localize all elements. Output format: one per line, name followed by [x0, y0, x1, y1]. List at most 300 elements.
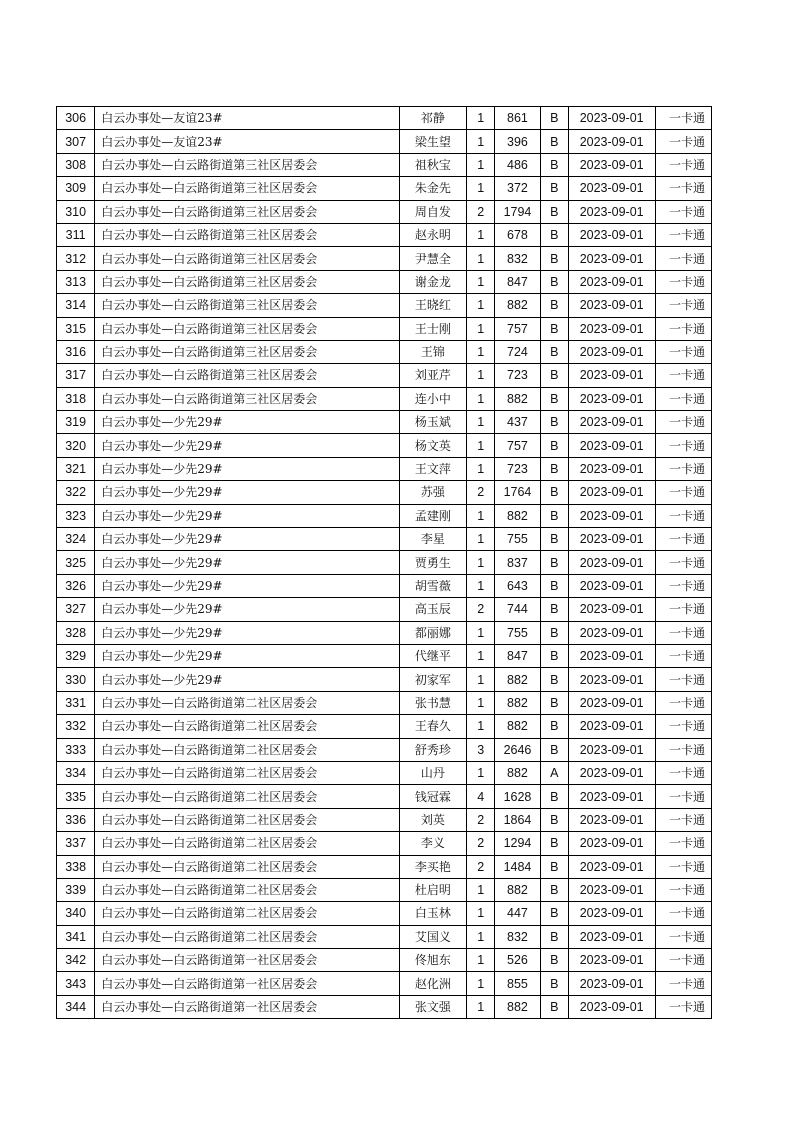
household-count-cell: 1 — [467, 457, 495, 480]
name-cell: 李星 — [399, 528, 467, 551]
row-number-cell: 332 — [57, 715, 95, 738]
organization-cell: 白云办事处—白云路街道第三社区居委会 — [95, 223, 399, 246]
row-number-cell: 325 — [57, 551, 95, 574]
amount-cell: 882 — [495, 387, 540, 410]
name-cell: 李义 — [399, 832, 467, 855]
household-count-cell: 1 — [467, 364, 495, 387]
table-row — [57, 808, 712, 831]
payment-method-cell: 一卡通 — [655, 364, 712, 387]
name-cell: 尹慧全 — [399, 247, 467, 270]
amount-cell: 1864 — [495, 808, 540, 831]
category-cell: B — [540, 504, 568, 527]
organization-cell: 白云办事处—白云路街道第二社区居委会 — [95, 715, 399, 738]
amount-cell: 847 — [495, 644, 540, 667]
amount-cell: 437 — [495, 411, 540, 434]
row-number-cell: 311 — [57, 223, 95, 246]
payment-method-cell: 一卡通 — [655, 387, 712, 410]
name-cell: 张文强 — [399, 995, 467, 1018]
date-cell: 2023-09-01 — [568, 364, 655, 387]
organization-cell: 白云办事处—白云路街道第二社区居委会 — [95, 832, 399, 855]
category-cell: B — [540, 574, 568, 597]
table-row — [57, 504, 712, 527]
table-row — [57, 200, 712, 223]
organization-cell: 白云办事处—白云路街道第三社区居委会 — [95, 340, 399, 363]
name-cell: 钱冠霖 — [399, 785, 467, 808]
row-number-cell: 337 — [57, 832, 95, 855]
amount-cell: 855 — [495, 972, 540, 995]
table-row — [57, 107, 712, 130]
payment-method-cell: 一卡通 — [655, 200, 712, 223]
household-count-cell: 2 — [467, 200, 495, 223]
household-count-cell: 2 — [467, 481, 495, 504]
amount-cell: 847 — [495, 270, 540, 293]
household-count-cell: 1 — [467, 691, 495, 714]
name-cell: 都丽娜 — [399, 621, 467, 644]
payment-method-cell: 一卡通 — [655, 644, 712, 667]
name-cell: 王晓红 — [399, 294, 467, 317]
organization-cell: 白云办事处—白云路街道第一社区居委会 — [95, 949, 399, 972]
row-number-cell: 314 — [57, 294, 95, 317]
organization-cell: 白云办事处—少先29# — [95, 574, 399, 597]
organization-cell: 白云办事处—白云路街道第二社区居委会 — [95, 738, 399, 761]
category-cell: B — [540, 481, 568, 504]
payment-method-cell: 一卡通 — [655, 223, 712, 246]
date-cell: 2023-09-01 — [568, 130, 655, 153]
name-cell: 连小中 — [399, 387, 467, 410]
table-row — [57, 949, 712, 972]
row-number-cell: 308 — [57, 153, 95, 176]
category-cell: B — [540, 551, 568, 574]
name-cell: 苏强 — [399, 481, 467, 504]
organization-cell: 白云办事处—白云路街道第二社区居委会 — [95, 785, 399, 808]
row-number-cell: 324 — [57, 528, 95, 551]
organization-cell: 白云办事处—白云路街道第三社区居委会 — [95, 247, 399, 270]
organization-cell: 白云办事处—少先29# — [95, 598, 399, 621]
household-count-cell: 1 — [467, 621, 495, 644]
household-count-cell: 1 — [467, 340, 495, 363]
name-cell: 初家军 — [399, 668, 467, 691]
row-number-cell: 330 — [57, 668, 95, 691]
category-cell: B — [540, 387, 568, 410]
date-cell: 2023-09-01 — [568, 340, 655, 363]
amount-cell: 643 — [495, 574, 540, 597]
table-row — [57, 364, 712, 387]
name-cell: 王锦 — [399, 340, 467, 363]
payment-method-cell: 一卡通 — [655, 153, 712, 176]
category-cell: B — [540, 785, 568, 808]
payment-method-cell: 一卡通 — [655, 177, 712, 200]
organization-cell: 白云办事处—少先29# — [95, 644, 399, 667]
payment-method-cell: 一卡通 — [655, 715, 712, 738]
date-cell: 2023-09-01 — [568, 738, 655, 761]
household-count-cell: 1 — [467, 317, 495, 340]
category-cell: B — [540, 411, 568, 434]
row-number-cell: 313 — [57, 270, 95, 293]
name-cell: 张书慧 — [399, 691, 467, 714]
name-cell: 杨文英 — [399, 434, 467, 457]
name-cell: 贾勇生 — [399, 551, 467, 574]
table-row — [57, 481, 712, 504]
payment-method-cell: 一卡通 — [655, 691, 712, 714]
table-row — [57, 270, 712, 293]
name-cell: 王春久 — [399, 715, 467, 738]
payment-method-cell: 一卡通 — [655, 457, 712, 480]
household-count-cell: 1 — [467, 247, 495, 270]
amount-cell: 2646 — [495, 738, 540, 761]
name-cell: 白玉林 — [399, 902, 467, 925]
household-count-cell: 1 — [467, 130, 495, 153]
row-number-cell: 328 — [57, 621, 95, 644]
category-cell: B — [540, 738, 568, 761]
payment-method-cell: 一卡通 — [655, 481, 712, 504]
organization-cell: 白云办事处—少先29# — [95, 457, 399, 480]
organization-cell: 白云办事处—少先29# — [95, 551, 399, 574]
amount-cell: 837 — [495, 551, 540, 574]
date-cell: 2023-09-01 — [568, 785, 655, 808]
name-cell: 朱金先 — [399, 177, 467, 200]
row-number-cell: 315 — [57, 317, 95, 340]
name-cell: 孟建刚 — [399, 504, 467, 527]
organization-cell: 白云办事处—少先29# — [95, 434, 399, 457]
name-cell: 高玉辰 — [399, 598, 467, 621]
table-row — [57, 995, 712, 1018]
household-count-cell: 1 — [467, 715, 495, 738]
date-cell: 2023-09-01 — [568, 411, 655, 434]
table-row — [57, 902, 712, 925]
category-cell: A — [540, 761, 568, 784]
household-count-cell: 3 — [467, 738, 495, 761]
name-cell: 佟旭东 — [399, 949, 467, 972]
amount-cell: 882 — [495, 761, 540, 784]
recipient-table — [56, 106, 712, 1019]
amount-cell: 723 — [495, 364, 540, 387]
amount-cell: 832 — [495, 247, 540, 270]
table-row — [57, 738, 712, 761]
table-row — [57, 832, 712, 855]
table-row — [57, 457, 712, 480]
category-cell: B — [540, 247, 568, 270]
date-cell: 2023-09-01 — [568, 528, 655, 551]
table-row — [57, 574, 712, 597]
household-count-cell: 1 — [467, 574, 495, 597]
date-cell: 2023-09-01 — [568, 598, 655, 621]
organization-cell: 白云办事处—少先29# — [95, 411, 399, 434]
household-count-cell: 1 — [467, 644, 495, 667]
row-number-cell: 310 — [57, 200, 95, 223]
payment-method-cell: 一卡通 — [655, 761, 712, 784]
household-count-cell: 1 — [467, 223, 495, 246]
table-row — [57, 691, 712, 714]
household-count-cell: 1 — [467, 902, 495, 925]
organization-cell: 白云办事处—白云路街道第三社区居委会 — [95, 153, 399, 176]
row-number-cell: 338 — [57, 855, 95, 878]
category-cell: B — [540, 457, 568, 480]
row-number-cell: 334 — [57, 761, 95, 784]
payment-method-cell: 一卡通 — [655, 107, 712, 130]
amount-cell: 757 — [495, 317, 540, 340]
name-cell: 谢金龙 — [399, 270, 467, 293]
payment-method-cell: 一卡通 — [655, 317, 712, 340]
organization-cell: 白云办事处—少先29# — [95, 504, 399, 527]
amount-cell: 1794 — [495, 200, 540, 223]
date-cell: 2023-09-01 — [568, 270, 655, 293]
category-cell: B — [540, 294, 568, 317]
organization-cell: 白云办事处—白云路街道第二社区居委会 — [95, 808, 399, 831]
payment-method-cell: 一卡通 — [655, 785, 712, 808]
household-count-cell: 1 — [467, 972, 495, 995]
row-number-cell: 326 — [57, 574, 95, 597]
category-cell: B — [540, 644, 568, 667]
household-count-cell: 2 — [467, 808, 495, 831]
table-row — [57, 153, 712, 176]
payment-method-cell: 一卡通 — [655, 738, 712, 761]
category-cell: B — [540, 598, 568, 621]
row-number-cell: 307 — [57, 130, 95, 153]
category-cell: B — [540, 364, 568, 387]
date-cell: 2023-09-01 — [568, 715, 655, 738]
household-count-cell: 1 — [467, 551, 495, 574]
organization-cell: 白云办事处—白云路街道第三社区居委会 — [95, 364, 399, 387]
name-cell: 祁静 — [399, 107, 467, 130]
date-cell: 2023-09-01 — [568, 761, 655, 784]
date-cell: 2023-09-01 — [568, 177, 655, 200]
organization-cell: 白云办事处—白云路街道第二社区居委会 — [95, 855, 399, 878]
organization-cell: 白云办事处—白云路街道第一社区居委会 — [95, 995, 399, 1018]
category-cell: B — [540, 130, 568, 153]
category-cell: B — [540, 925, 568, 948]
date-cell: 2023-09-01 — [568, 878, 655, 901]
date-cell: 2023-09-01 — [568, 902, 655, 925]
date-cell: 2023-09-01 — [568, 153, 655, 176]
table-row — [57, 644, 712, 667]
payment-method-cell: 一卡通 — [655, 294, 712, 317]
table-row — [57, 785, 712, 808]
row-number-cell: 331 — [57, 691, 95, 714]
payment-method-cell: 一卡通 — [655, 598, 712, 621]
amount-cell: 832 — [495, 925, 540, 948]
row-number-cell: 344 — [57, 995, 95, 1018]
payment-method-cell: 一卡通 — [655, 832, 712, 855]
amount-cell: 724 — [495, 340, 540, 363]
category-cell: B — [540, 878, 568, 901]
table-row — [57, 294, 712, 317]
household-count-cell: 1 — [467, 294, 495, 317]
table-row — [57, 855, 712, 878]
household-count-cell: 1 — [467, 153, 495, 176]
payment-method-cell: 一卡通 — [655, 995, 712, 1018]
payment-method-cell: 一卡通 — [655, 574, 712, 597]
organization-cell: 白云办事处—少先29# — [95, 621, 399, 644]
name-cell: 舒秀珍 — [399, 738, 467, 761]
organization-cell: 白云办事处—白云路街道第三社区居委会 — [95, 200, 399, 223]
name-cell: 代继平 — [399, 644, 467, 667]
row-number-cell: 341 — [57, 925, 95, 948]
organization-cell: 白云办事处—少先29# — [95, 528, 399, 551]
date-cell: 2023-09-01 — [568, 855, 655, 878]
payment-method-cell: 一卡通 — [655, 504, 712, 527]
category-cell: B — [540, 317, 568, 340]
payment-method-cell: 一卡通 — [655, 340, 712, 363]
row-number-cell: 323 — [57, 504, 95, 527]
table-row — [57, 668, 712, 691]
name-cell: 赵化洲 — [399, 972, 467, 995]
date-cell: 2023-09-01 — [568, 668, 655, 691]
amount-cell: 882 — [495, 995, 540, 1018]
date-cell: 2023-09-01 — [568, 949, 655, 972]
organization-cell: 白云办事处—白云路街道第三社区居委会 — [95, 177, 399, 200]
row-number-cell: 318 — [57, 387, 95, 410]
row-number-cell: 327 — [57, 598, 95, 621]
date-cell: 2023-09-01 — [568, 574, 655, 597]
organization-cell: 白云办事处—白云路街道第二社区居委会 — [95, 925, 399, 948]
amount-cell: 396 — [495, 130, 540, 153]
amount-cell: 882 — [495, 668, 540, 691]
payment-method-cell: 一卡通 — [655, 855, 712, 878]
payment-method-cell: 一卡通 — [655, 621, 712, 644]
payment-method-cell: 一卡通 — [655, 808, 712, 831]
date-cell: 2023-09-01 — [568, 200, 655, 223]
category-cell: B — [540, 621, 568, 644]
row-number-cell: 321 — [57, 457, 95, 480]
date-cell: 2023-09-01 — [568, 247, 655, 270]
date-cell: 2023-09-01 — [568, 808, 655, 831]
payment-method-cell: 一卡通 — [655, 411, 712, 434]
organization-cell: 白云办事处—白云路街道第三社区居委会 — [95, 317, 399, 340]
amount-cell: 882 — [495, 504, 540, 527]
category-cell: B — [540, 668, 568, 691]
organization-cell: 白云办事处—白云路街道第二社区居委会 — [95, 691, 399, 714]
name-cell: 刘亚芹 — [399, 364, 467, 387]
organization-cell: 白云办事处—白云路街道第二社区居委会 — [95, 902, 399, 925]
category-cell: B — [540, 340, 568, 363]
household-count-cell: 1 — [467, 925, 495, 948]
amount-cell: 678 — [495, 223, 540, 246]
name-cell: 艾国义 — [399, 925, 467, 948]
date-cell: 2023-09-01 — [568, 223, 655, 246]
payment-method-cell: 一卡通 — [655, 902, 712, 925]
date-cell: 2023-09-01 — [568, 644, 655, 667]
payment-method-cell: 一卡通 — [655, 551, 712, 574]
table-row — [57, 387, 712, 410]
row-number-cell: 336 — [57, 808, 95, 831]
amount-cell: 723 — [495, 457, 540, 480]
category-cell: B — [540, 949, 568, 972]
date-cell: 2023-09-01 — [568, 972, 655, 995]
category-cell: B — [540, 153, 568, 176]
amount-cell: 882 — [495, 691, 540, 714]
payment-method-cell: 一卡通 — [655, 434, 712, 457]
category-cell: B — [540, 902, 568, 925]
household-count-cell: 2 — [467, 598, 495, 621]
payment-method-cell: 一卡通 — [655, 925, 712, 948]
table-row — [57, 177, 712, 200]
payment-method-cell: 一卡通 — [655, 949, 712, 972]
payment-method-cell: 一卡通 — [655, 247, 712, 270]
organization-cell: 白云办事处—少先29# — [95, 668, 399, 691]
amount-cell: 882 — [495, 715, 540, 738]
date-cell: 2023-09-01 — [568, 434, 655, 457]
table-row — [57, 528, 712, 551]
row-number-cell: 322 — [57, 481, 95, 504]
organization-cell: 白云办事处—白云路街道第一社区居委会 — [95, 972, 399, 995]
amount-cell: 526 — [495, 949, 540, 972]
name-cell: 刘英 — [399, 808, 467, 831]
category-cell: B — [540, 832, 568, 855]
table-row — [57, 551, 712, 574]
name-cell: 山丹 — [399, 761, 467, 784]
household-count-cell: 1 — [467, 528, 495, 551]
organization-cell: 白云办事处—少先29# — [95, 481, 399, 504]
name-cell: 王士刚 — [399, 317, 467, 340]
payment-method-cell: 一卡通 — [655, 878, 712, 901]
category-cell: B — [540, 528, 568, 551]
amount-cell: 447 — [495, 902, 540, 925]
row-number-cell: 340 — [57, 902, 95, 925]
table-row — [57, 598, 712, 621]
household-count-cell: 4 — [467, 785, 495, 808]
row-number-cell: 343 — [57, 972, 95, 995]
payment-method-cell: 一卡通 — [655, 668, 712, 691]
amount-cell: 1294 — [495, 832, 540, 855]
household-count-cell: 1 — [467, 411, 495, 434]
name-cell: 胡雪薇 — [399, 574, 467, 597]
household-count-cell: 2 — [467, 855, 495, 878]
organization-cell: 白云办事处—白云路街道第二社区居委会 — [95, 761, 399, 784]
category-cell: B — [540, 434, 568, 457]
row-number-cell: 339 — [57, 878, 95, 901]
table-row — [57, 340, 712, 363]
household-count-cell: 1 — [467, 761, 495, 784]
amount-cell: 861 — [495, 107, 540, 130]
payment-method-cell: 一卡通 — [655, 972, 712, 995]
name-cell: 杜启明 — [399, 878, 467, 901]
date-cell: 2023-09-01 — [568, 995, 655, 1018]
date-cell: 2023-09-01 — [568, 107, 655, 130]
table-row — [57, 878, 712, 901]
name-cell: 赵永明 — [399, 223, 467, 246]
household-count-cell: 1 — [467, 177, 495, 200]
name-cell: 王文萍 — [399, 457, 467, 480]
date-cell: 2023-09-01 — [568, 481, 655, 504]
organization-cell: 白云办事处—友谊23# — [95, 107, 399, 130]
row-number-cell: 329 — [57, 644, 95, 667]
row-number-cell: 335 — [57, 785, 95, 808]
organization-cell: 白云办事处—白云路街道第三社区居委会 — [95, 387, 399, 410]
date-cell: 2023-09-01 — [568, 925, 655, 948]
name-cell: 李买艳 — [399, 855, 467, 878]
household-count-cell: 1 — [467, 107, 495, 130]
date-cell: 2023-09-01 — [568, 621, 655, 644]
household-count-cell: 1 — [467, 270, 495, 293]
category-cell: B — [540, 808, 568, 831]
date-cell: 2023-09-01 — [568, 504, 655, 527]
category-cell: B — [540, 177, 568, 200]
name-cell: 杨玉斌 — [399, 411, 467, 434]
category-cell: B — [540, 972, 568, 995]
amount-cell: 755 — [495, 621, 540, 644]
household-count-cell: 1 — [467, 668, 495, 691]
household-count-cell: 1 — [467, 995, 495, 1018]
table-row — [57, 317, 712, 340]
amount-cell: 372 — [495, 177, 540, 200]
household-count-cell: 1 — [467, 878, 495, 901]
row-number-cell: 306 — [57, 107, 95, 130]
name-cell: 周自发 — [399, 200, 467, 223]
payment-method-cell: 一卡通 — [655, 528, 712, 551]
amount-cell: 757 — [495, 434, 540, 457]
organization-cell: 白云办事处—白云路街道第三社区居委会 — [95, 270, 399, 293]
date-cell: 2023-09-01 — [568, 387, 655, 410]
